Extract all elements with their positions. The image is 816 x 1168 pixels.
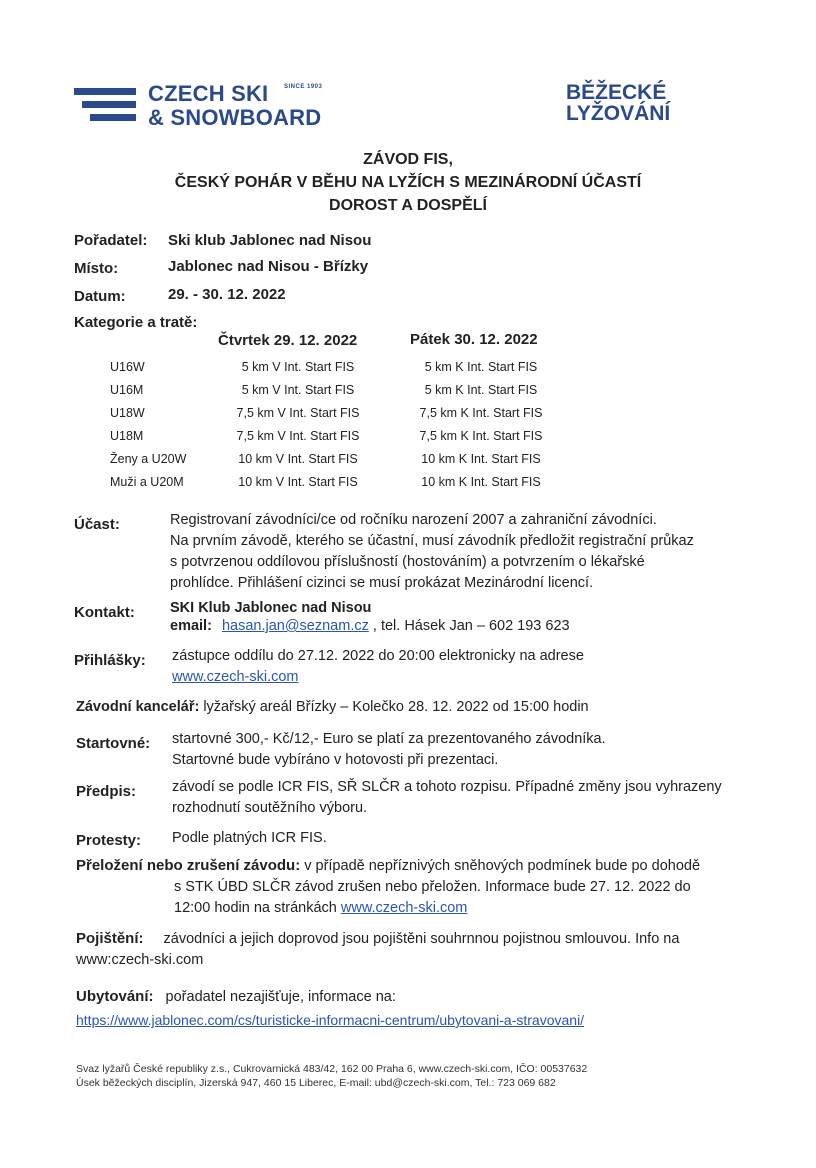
insurance-first-line	[76, 928, 776, 950]
category-cell: Ženy a U20W	[110, 452, 187, 466]
date-label: Datum:	[74, 288, 126, 305]
postponement-line3-row	[76, 898, 776, 919]
table-row	[110, 406, 570, 429]
czech-ski-logo	[74, 82, 344, 134]
postponement-label: Přeložení nebo zrušení závodu:	[76, 857, 301, 874]
logo-stripes-icon	[74, 88, 136, 128]
office-row	[76, 697, 589, 718]
registration-text	[172, 646, 584, 688]
contact-email-link[interactable]: hasan.jan@seznam.cz	[221, 618, 369, 634]
rules-line1: závodí se podle ICR FIS, SŘ SLČR a tohoto rozpisu. Případné změny jsou vyhrazeny	[172, 779, 722, 795]
place-label: Místo:	[74, 260, 119, 277]
day1-cell: 7,5 km V Int. Start FIS	[236, 406, 360, 420]
day2-cell: 7,5 km K Int. Start FIS	[419, 406, 543, 420]
place-row	[74, 258, 118, 279]
logo-line1: CZECH SKI	[148, 81, 269, 106]
fee-label: Startovné:	[76, 735, 151, 752]
protests-label: Protesty:	[76, 832, 142, 849]
categories-label: Kategorie a tratě:	[74, 314, 198, 331]
day1-cell: 10 km V Int. Start FIS	[238, 452, 358, 466]
date-row	[74, 286, 126, 307]
table-row	[110, 383, 570, 406]
insurance-block	[76, 928, 776, 971]
contact-email-label: email:	[170, 618, 212, 634]
contact-email-row	[170, 616, 570, 637]
rules-line2: rozhodnutí soutěžního výboru.	[172, 800, 368, 816]
logo-line2: & SNOWBOARD	[148, 105, 322, 130]
footer	[76, 1062, 587, 1090]
table-row	[110, 429, 570, 452]
table-row	[110, 360, 570, 383]
right-logo-line2: LYŽOVÁNÍ	[566, 102, 671, 125]
title-line2: ČESKÝ POHÁR V BĚHU NA LYŽÍCH S MEZINÁRODNÍ ÚČASTÍ	[174, 174, 642, 191]
place-value: Jablonec nad Nisou - Břízky	[168, 258, 369, 275]
insurance-line1: závodníci a jejich doprovod jsou pojištěni souhrnnou pojistnou smlouvou. Info na	[163, 931, 680, 947]
category-cell: U16W	[110, 360, 145, 374]
postponement-line2: s STK ÚBD SLČR závod zrušen nebo přeložen. Informace bude 27. 12. 2022 do	[174, 879, 691, 895]
fee-line2: Startovné bude vybíráno v hotovosti při prezentaci.	[172, 752, 499, 768]
table-row	[110, 475, 570, 498]
participation-line4: prohlídce. Přihlášení cizinci se musí prokázat Mezinárodní licencí.	[170, 575, 594, 591]
footer-line2: Úsek běžeckých disciplín, Jizerská 947, 460 15 Liberec, E-mail: ubd@czech-ski.com, Tel.: 723 069 682	[76, 1077, 556, 1089]
accommodation-label: Ubytování:	[76, 988, 154, 1005]
table-row	[110, 452, 570, 475]
organizer-value: Ski klub Jablonec nad Nisou	[168, 232, 372, 249]
day2-cell: 10 km K Int. Start FIS	[421, 475, 541, 489]
day1-header: Čtvrtek 29. 12. 2022	[218, 332, 358, 349]
office-label: Závodní kancelář:	[76, 699, 200, 715]
accommodation-first-line	[76, 986, 776, 1008]
postponement-link[interactable]: www.czech-ski.com	[340, 900, 468, 916]
day2-header: Pátek 30. 12. 2022	[410, 331, 538, 348]
category-cell: U18M	[110, 429, 144, 443]
participation-line1: Registrovaní závodníci/ce od ročníku narození 2007 a zahraniční závodníci.	[170, 512, 657, 528]
day1-cell: 7,5 km V Int. Start FIS	[236, 429, 360, 443]
insurance-line2: www:czech-ski.com	[76, 952, 204, 968]
contact-name: SKI Klub Jablonec nad Nisou	[170, 600, 372, 616]
footer-line1: Svaz lyžařů České republiky z.s., Cukrovarnická 483/42, 162 00 Praha 6, www.czech-ski.com, IČO: 00537632	[76, 1063, 588, 1075]
organizer-row	[74, 230, 147, 251]
category-cell: U18W	[110, 406, 145, 420]
insurance-label: Pojištění:	[76, 930, 144, 947]
participation-text	[170, 510, 770, 594]
participation-line2: Na prvním závodě, kterého se účastní, musí závodník předložit registrační průkaz	[170, 533, 694, 549]
document-title	[0, 148, 816, 217]
registration-label: Přihlášky:	[74, 652, 146, 669]
accommodation-value: pořadatel nezajišťuje, informace na:	[165, 989, 396, 1005]
day1-cell: 10 km V Int. Start FIS	[238, 475, 358, 489]
day2-cell: 7,5 km K Int. Start FIS	[419, 429, 543, 443]
right-logo-line1: BĚŽECKÉ	[566, 81, 667, 104]
postponement-first-line	[76, 855, 776, 877]
category-cell: U16M	[110, 383, 144, 397]
fee-line1: startovné 300,- Kč/12,- Euro se platí za prezentovaného závodníka.	[172, 731, 606, 747]
title-line3: DOROST A DOSPĚLÍ	[329, 197, 487, 214]
registration-link[interactable]: www.czech-ski.com	[172, 669, 299, 685]
logo-since: SINCE 1903	[284, 84, 323, 90]
date-value: 29. - 30. 12. 2022	[168, 286, 286, 303]
postponement-line1: v případě nepříznivých sněhových podmínek bude po dohodě	[304, 858, 701, 874]
postponement-block	[76, 855, 776, 919]
title-line1: ZÁVOD FIS,	[363, 151, 453, 168]
bezecke-lyzovani-logo	[566, 82, 670, 124]
registration-line1: zástupce oddílu do 27.12. 2022 do 20:00 elektronicky na adrese	[172, 648, 584, 664]
contact-phone: , tel. Hásek Jan – 602 193 623	[372, 618, 570, 634]
day1-cell: 5 km V Int. Start FIS	[241, 360, 355, 374]
day2-cell: 10 km K Int. Start FIS	[421, 452, 541, 466]
category-cell: Muži a U20M	[110, 475, 184, 489]
accommodation-link[interactable]: https://www.jablonec.com/cs/turisticke-informacni-centrum/ubytovani-a-stravovani/	[76, 1012, 585, 1028]
office-value: lyžařský areál Břízky – Kolečko 28. 12. 2022 od 15:00 hodin	[203, 699, 589, 715]
fee-text	[172, 729, 606, 771]
day2-cell: 5 km K Int. Start FIS	[424, 383, 538, 397]
rules-text	[172, 777, 782, 819]
contact-label: Kontakt:	[74, 604, 135, 621]
accommodation-block	[76, 986, 776, 1031]
participation-line3: s potvrzenou oddílovou příslušností (hostováním) a potvrzením o lékařské	[170, 554, 645, 570]
postponement-line3: 12:00 hodin na stránkách	[174, 900, 337, 916]
protests-value: Podle platných ICR FIS.	[172, 830, 327, 846]
rules-label: Předpis:	[76, 783, 137, 800]
day2-cell: 5 km K Int. Start FIS	[424, 360, 538, 374]
organizer-label: Pořadatel:	[74, 232, 148, 249]
day1-cell: 5 km V Int. Start FIS	[241, 383, 355, 397]
participation-label: Účast:	[74, 516, 120, 533]
